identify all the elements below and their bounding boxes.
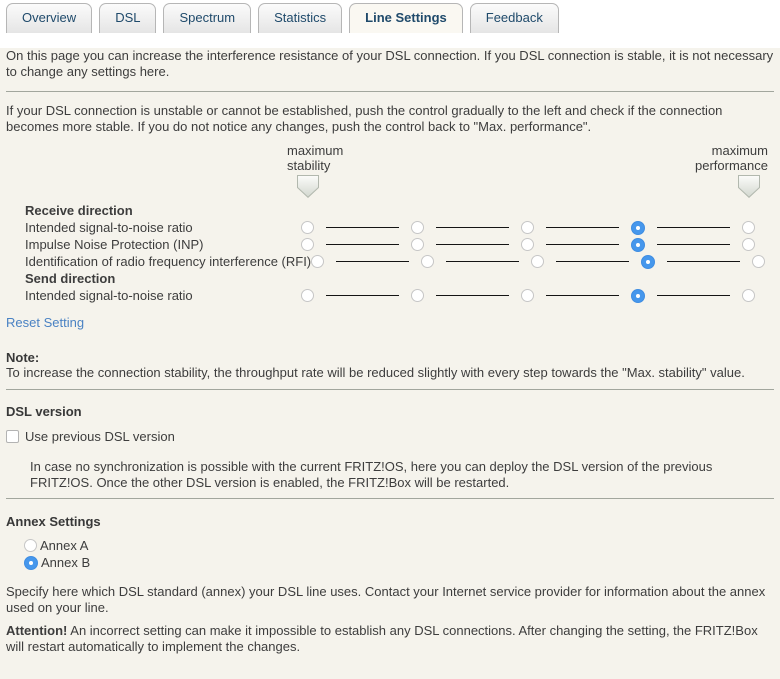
annex-option-row: [24, 537, 774, 554]
slider-radio-4-selected[interactable]: [631, 289, 645, 303]
slider-radio-1[interactable]: [311, 255, 324, 268]
slider-group-heading: Send direction: [25, 271, 116, 286]
slider-line: [326, 227, 399, 229]
slider-radio-5[interactable]: [742, 238, 755, 251]
slider-line: [546, 295, 619, 297]
slider-control: [301, 289, 755, 303]
divider: [6, 91, 774, 92]
slider-row-label: Impulse Noise Protection (INP): [25, 237, 204, 252]
slider-row: [25, 253, 774, 270]
slider-radio-1[interactable]: [301, 238, 314, 251]
slider-row-label: Intended signal-to-noise ratio: [25, 220, 193, 235]
annex-options: [24, 537, 774, 571]
slider-radio-3[interactable]: [521, 221, 534, 234]
max-performance-line2: performance: [695, 158, 768, 173]
slider-line: [326, 244, 399, 246]
slider-line: [667, 261, 740, 263]
tab-dsl[interactable]: DSL: [99, 3, 156, 33]
slider-line: [436, 244, 509, 246]
note-text: To increase the connection stability, the throughput rate will be reduced slightly with every step towards the "Max. stability" value.: [6, 365, 745, 380]
max-performance-line1: maximum: [711, 143, 768, 158]
slider-radio-4-selected[interactable]: [631, 221, 645, 235]
slider-rows: [25, 202, 774, 304]
tab-feedback[interactable]: Feedback: [470, 3, 559, 33]
divider: [6, 498, 774, 499]
slider-row: [25, 287, 774, 304]
performance-arrow-icon: [738, 175, 760, 198]
slider-line: [657, 295, 730, 297]
slider-radio-5[interactable]: [742, 289, 755, 302]
note-heading: Note:: [6, 350, 40, 365]
slider-radio-2[interactable]: [421, 255, 434, 268]
tab-line-settings[interactable]: Line Settings: [349, 3, 463, 33]
slider-row-label: Identification of radio frequency interference (RFI): [25, 254, 312, 269]
intro-paragraph-1: On this page you can increase the interference resistance of your DSL connection. If you DSL connection is stable, it is not necessary to change any settings here.: [6, 48, 774, 79]
slider-line: [657, 227, 730, 229]
slider-line: [436, 295, 509, 297]
line-settings-page: [0, 48, 780, 679]
slider-radio-5[interactable]: [742, 221, 755, 234]
tab-bar: [0, 0, 780, 33]
tab-overview[interactable]: Overview: [6, 3, 92, 33]
slider-line: [657, 244, 730, 246]
slider-radio-3[interactable]: [531, 255, 544, 268]
slider-line: [546, 227, 619, 229]
annex-radio-annex-b-selected[interactable]: [24, 556, 38, 570]
slider-line: [326, 295, 399, 297]
annex-option-row: [24, 554, 774, 571]
slider-control: [311, 255, 765, 269]
tab-spectrum[interactable]: Spectrum: [163, 3, 251, 33]
slider-line: [546, 244, 619, 246]
annex-description: Specify here which DSL standard (annex) your DSL line uses. Contact your Internet service provider for information about the annex used on your line.: [6, 584, 766, 615]
slider-radio-4-selected[interactable]: [641, 255, 655, 269]
slider-radio-1[interactable]: [301, 221, 314, 234]
slider-row-label: Intended signal-to-noise ratio: [25, 288, 193, 303]
intro-paragraph-2: If your DSL connection is unstable or cannot be established, push the control gradually to the left and check if the connection becomes more stable. If you do not notice any changes, push the control back to "Max. performance".: [6, 103, 723, 134]
slider-line: [436, 227, 509, 229]
slider-radio-2[interactable]: [411, 238, 424, 251]
slider-row: [25, 236, 774, 253]
max-stability-line2: stability: [287, 158, 331, 173]
annex-option-label: Annex A: [40, 538, 89, 553]
slider-radio-2[interactable]: [411, 221, 424, 234]
slider-radio-4-selected[interactable]: [631, 238, 645, 252]
attention-paragraph: [6, 623, 774, 655]
slider-radio-3[interactable]: [521, 289, 534, 302]
slider-radio-5[interactable]: [752, 255, 765, 268]
annex-radio-annex-a[interactable]: [24, 539, 37, 552]
slider-control: [301, 238, 755, 252]
slider-group-heading: Receive direction: [25, 203, 133, 218]
reset-setting-link[interactable]: Reset Setting: [6, 315, 85, 330]
slider-line: [556, 261, 629, 263]
annex-settings-heading: Annex Settings: [6, 514, 101, 529]
slider-line: [446, 261, 519, 263]
dsl-version-checkbox-row: [6, 428, 774, 444]
attention-text: An incorrect setting can make it impossible to establish any DSL connections. After changing the setting, the FRITZ!Box will restart automatically to implement the changes.: [6, 623, 758, 654]
slider-header: [6, 138, 774, 202]
use-previous-dsl-checkbox[interactable]: [6, 430, 19, 443]
dsl-version-heading: DSL version: [6, 404, 82, 419]
slider-radio-2[interactable]: [411, 289, 424, 302]
use-previous-dsl-label: Use previous DSL version: [25, 428, 175, 444]
divider: [6, 389, 774, 390]
stability-arrow-icon: [297, 175, 319, 198]
slider-radio-3[interactable]: [521, 238, 534, 251]
attention-label: Attention!: [6, 623, 68, 638]
max-stability-label: [287, 143, 343, 173]
max-stability-line1: maximum: [287, 143, 344, 158]
slider-row: [25, 219, 774, 236]
max-performance-label: [695, 143, 768, 173]
slider-control: [301, 221, 755, 235]
slider-line: [336, 261, 409, 263]
dsl-version-description: In case no synchronization is possible with the current FRITZ!OS, here you can deploy the DSL version of the previous FRITZ!OS. Once the other DSL version is enabled, the FRITZ!Box will be restarted.: [30, 459, 713, 490]
slider-radio-1[interactable]: [301, 289, 314, 302]
annex-option-label: Annex B: [41, 555, 91, 570]
tab-statistics[interactable]: Statistics: [258, 3, 342, 33]
